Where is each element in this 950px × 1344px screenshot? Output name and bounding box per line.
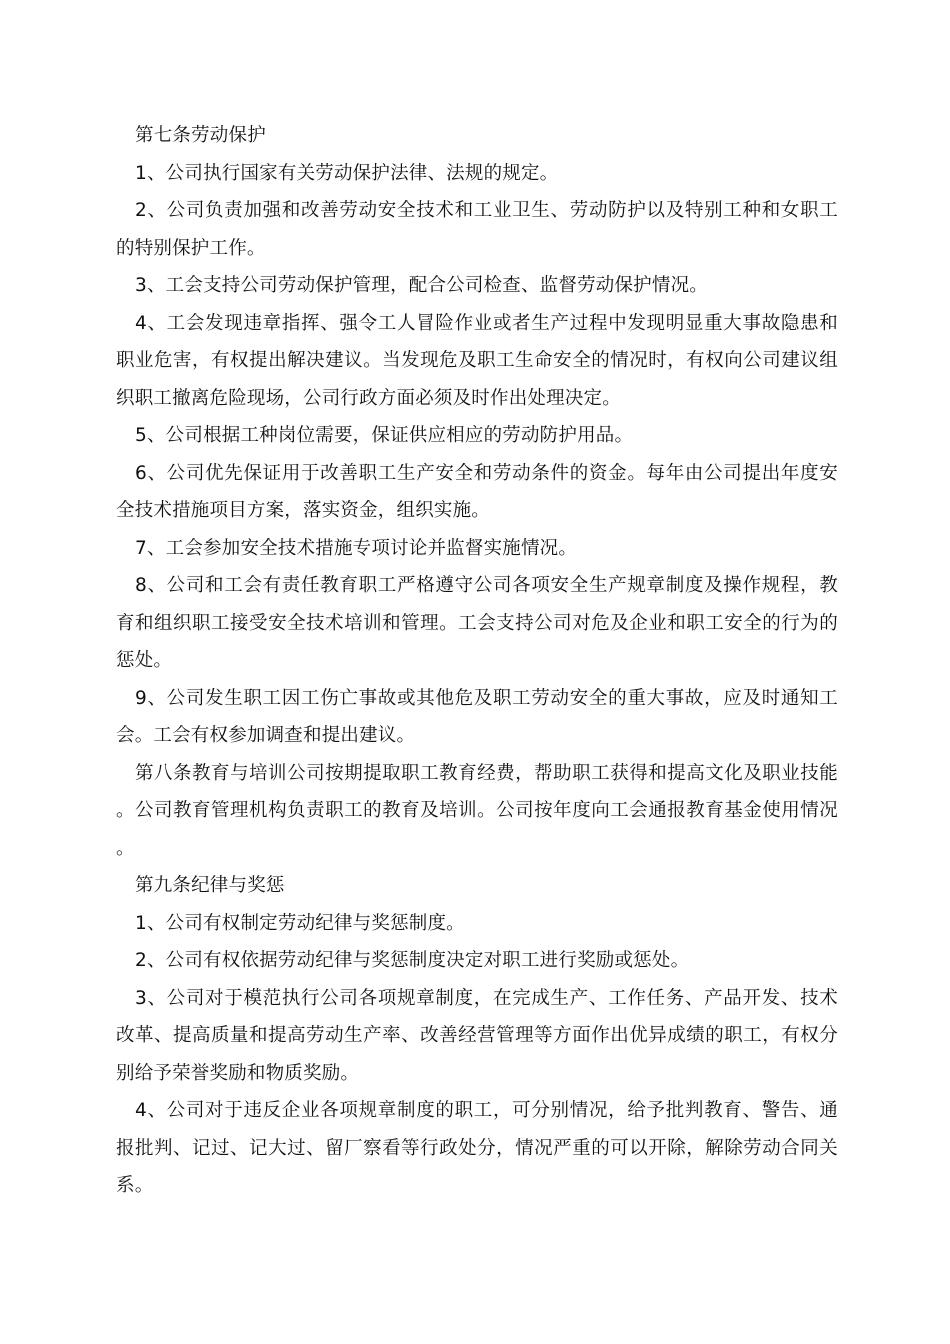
article-9-item-4: 4、公司对于违反企业各项规章制度的职工，可分别情况，给予批判教育、警告、通报批判、记过、记大过、留厂察看等行政处分，情况严重的可以开除，解除劳动合同关系。 bbox=[116, 1100, 838, 1196]
article-9-heading: 第九条纪律与奖惩 bbox=[135, 875, 285, 896]
article-9-item-3: 3、公司对于模范执行公司各项规章制度，在完成生产、工作任务、产品开发、技术改革、提高质量和提高劳动生产率、改善经营管理等方面作出优异成绩的职工，有权分别给予荣誉奖励和物质奖励。 bbox=[116, 987, 838, 1084]
article-7-item-3: 3、工会支持公司劳动保护管理，配合公司检查、监督劳动保护情况。 bbox=[135, 275, 708, 296]
article-7-item-6: 6、公司优先保证用于改善职工生产安全和劳动条件的资金。每年由公司提出年度安全技术措施项目方案，落实资金，组织实施。 bbox=[116, 462, 838, 521]
article-7-heading: 第七条劳动保护 bbox=[135, 125, 266, 146]
article-9-item-1: 1、公司有权制定劳动纪律与奖惩制度。 bbox=[135, 912, 465, 934]
document-body bbox=[116, 117, 838, 1205]
article-7-item-7: 7、工会参加安全技术措施专项讨论并监督实施情况。 bbox=[135, 537, 578, 559]
article-7-item-9: 9、公司发生职工因工伤亡事故或其他危及职工劳动安全的重大事故，应及时通知工会。工会有权参加调查和提出建议。 bbox=[116, 687, 838, 746]
article-7-item-8: 8、公司和工会有责任教育职工严格遵守公司各项安全生产规章制度及操作规程，教育和组织职工接受安全技术培训和管理。工会支持公司对危及企业和职工安全的行为的惩处。 bbox=[116, 575, 838, 671]
article-7-item-4: 4、工会发现违章指挥、强令工人冒险作业或者生产过程中发现明显重大事故隐患和职业危害，有权提出解决建议。当发现危及职工生命安全的情况时，有权向公司建议组织职工撤离危险现场，公司行政方面必须及时作出处理决定。 bbox=[116, 312, 838, 409]
article-7-item-2: 2、公司负责加强和改善劳动安全技术和工业卫生、劳动防护以及特别工种和女职工的特别保护工作。 bbox=[116, 200, 838, 259]
article-8-paragraph: 第八条教育与培训公司按期提取职工教育经费，帮助职工获得和提高文化及职业技能。公司教育管理机构负责职工的教育及培训。公司按年度向工会通报教育基金使用情况。 bbox=[116, 762, 838, 859]
article-7-item-5: 5、公司根据工种岗位需要，保证供应相应的劳动防护用品。 bbox=[135, 425, 634, 446]
article-9-item-2: 2、公司有权依据劳动纪律与奖惩制度决定对职工进行奖励或惩处。 bbox=[135, 950, 690, 971]
article-7-item-1: 1、公司执行国家有关劳动保护法律、法规的规定。 bbox=[135, 162, 559, 184]
